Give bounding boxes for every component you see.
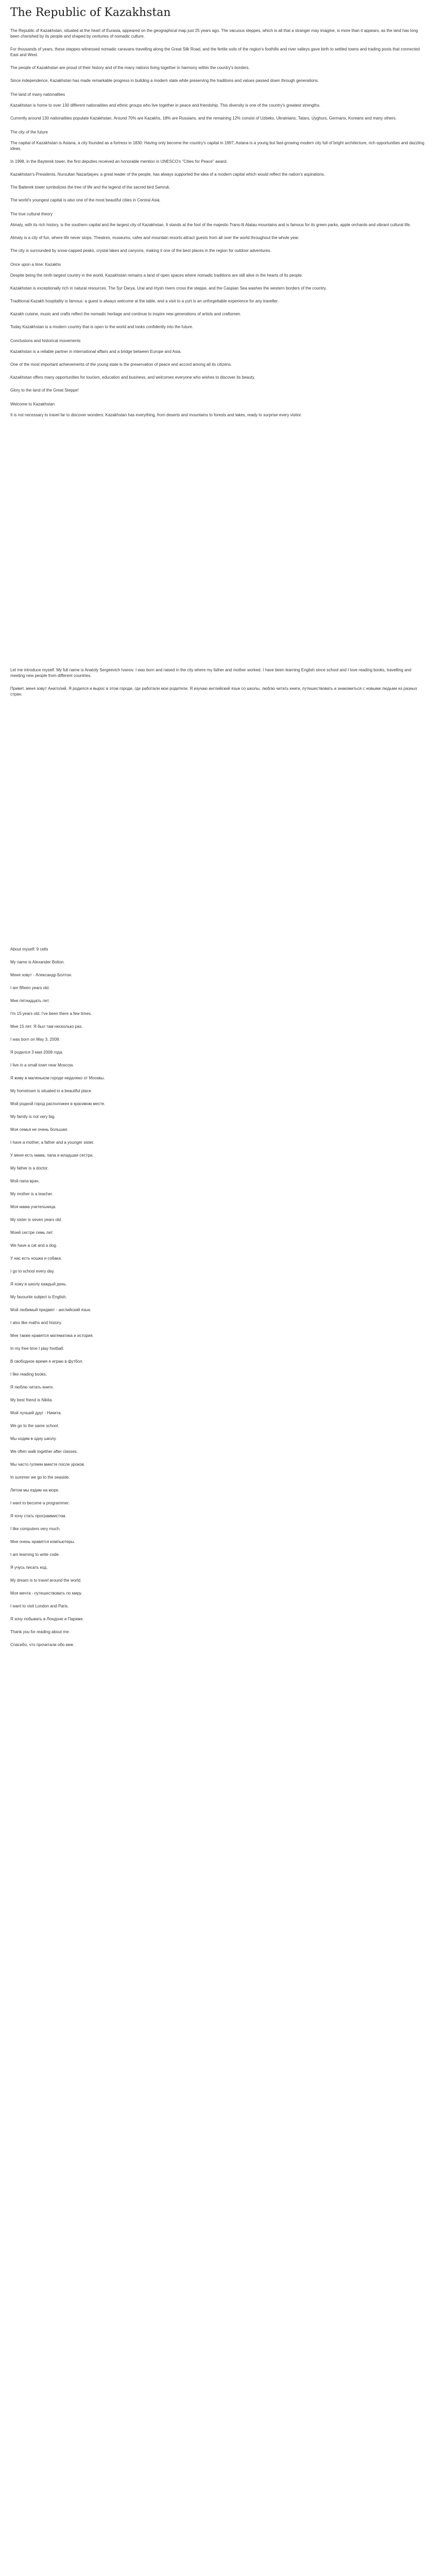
section-paragraph: Glory to the land of the Great Steppe! — [10, 388, 79, 393]
list-item: My mother is a teacher. — [10, 1192, 54, 1197]
list-item: My sister is seven years old. — [10, 1217, 62, 1223]
list-item: Я живу в маленьком городе недалеко от Москвы. — [10, 1076, 105, 1081]
section-paragraph: Despite being the ninth largest country in the world, Kazakhstan remains a land of open spaces where nomadic traditions are still alive in the hearts of its people. — [10, 273, 303, 278]
list-item: Мне также нравятся математика и история. — [10, 1333, 94, 1338]
section-heading: Welcome to Kazakhstan — [10, 402, 55, 407]
section-nationalities — [10, 92, 426, 121]
section-paragraph: The capital of Kazakhstan is Astana, a city founded as a fortress in 1830. Having only become the country's capital in 1997, Astana is a young but fast-growing modern city full of bright architecture, rich opportunities and dazzling ideas. — [10, 141, 425, 151]
list-item: Мне 15 лет. Я был там несколько раз. — [10, 1024, 83, 1029]
list-item: Thank you for reading about me. — [10, 1630, 70, 1635]
list-item: I like computers very much. — [10, 1527, 61, 1532]
section-kazakhs — [10, 262, 426, 330]
list-item: Я хожу в школу каждый день. — [10, 1282, 67, 1287]
section-conclusions — [10, 338, 426, 393]
section-heading: The city of the future — [10, 130, 48, 135]
section-heading: The true cultural theory — [10, 212, 53, 217]
section-paragraph: Kazakhstan is a reliable partner in international affairs and a bridge between Europe and Asia. — [10, 349, 182, 354]
list-item: My father is a doctor. — [10, 1166, 49, 1171]
section-city — [10, 129, 426, 203]
list-item: My family is not very big. — [10, 1114, 56, 1120]
list-item: Я хочу стать программистом. — [10, 1514, 66, 1519]
page-title: The Republic of Kazakhstan — [10, 6, 171, 19]
section-paragraph: Kazakhstan's Presidents, Nursultan Nazarbayev, a great leader of the people, has always supported the idea of a modern capital which would reflect the nation's aspirations. — [10, 172, 325, 177]
letter-paragraph: Let me introduce myself. My full name is Anatoly Sergeevich Ivanov. I was born and raised in the city where my father and mother worked. I have been learning English since school and I love reading books, travelling and meeting new people from different countries. — [10, 668, 411, 679]
list-item: My hometown is situated in a beautiful place. — [10, 1089, 93, 1094]
list-item: У меня есть мама, папа и младшая сестра. — [10, 1153, 94, 1158]
list-item: У нас есть кошка и собака. — [10, 1256, 62, 1261]
section-paragraph: Traditional Kazakh hospitality is famous: a guest is always welcome at the table, and a visit to a yurt is an unforgettable experience for any traveller. — [10, 299, 279, 304]
list-item: I live in a small town near Moscow. — [10, 1063, 74, 1068]
list-item: Мы ходим в одну школу. — [10, 1436, 57, 1442]
section-heading: The land of many nationalities — [10, 92, 65, 97]
section-paragraph: The city is surrounded by snow-capped peaks, crystal lakes and canyons, making it one of the best places in the region for outdoor adventures. — [10, 248, 271, 253]
list-item: I am fifteen years old. — [10, 986, 50, 991]
list-item: I like reading books. — [10, 1372, 47, 1377]
list-item: I was born on May 3, 2008. — [10, 1037, 60, 1042]
list-item: In my free time I play football. — [10, 1346, 64, 1351]
section-welcome — [10, 401, 426, 418]
intro-paragraph: The Republic of Kazakhstan, situated at the heart of Eurasia, appeared on the geographical map just 25 years ago. The vacuous steppes, which is all that a stranger may imagine, is more than it appears, as the land has long been cherished by its people and shaped by centuries of nomadic culture. — [10, 28, 418, 39]
list-item: I am learning to write code. — [10, 1552, 60, 1557]
section-culture — [10, 211, 426, 253]
list-item: In summer we go to the seaside. — [10, 1475, 70, 1480]
list-item: Я учусь писать код. — [10, 1565, 48, 1570]
list-item: Моя мечта - путешествовать по миру. — [10, 1591, 82, 1596]
list-item: Мой родной город расположен в красивом месте. — [10, 1101, 106, 1107]
list-item: We have a cat and a dog. — [10, 1243, 58, 1248]
blank-spacer — [10, 425, 426, 667]
section-paragraph: It is not necessary to travel far to discover wonders: Kazakhstan has everything, from deserts and mountains to forests and lakes, ready to surprise every visitor. — [10, 413, 302, 418]
phrase-list — [10, 946, 426, 1648]
list-item: Летом мы ездим на море. — [10, 1488, 60, 1493]
intro-section — [10, 28, 426, 83]
list-item: I have a mother, a father and a younger sister. — [10, 1140, 95, 1145]
list-item: My dream is to travel around the world. — [10, 1578, 82, 1583]
section-paragraph: Kazakhstan offers many opportunities for tourism, education and business, and welcomes everyone who wishes to discover its beauty. — [10, 375, 255, 380]
list-item: Моя мама учительница. — [10, 1205, 57, 1210]
list-item: Мой лучший друг - Никита. — [10, 1411, 62, 1416]
list-item: Мне очень нравятся компьютеры. — [10, 1539, 75, 1545]
list-item: Я родился 3 мая 2008 года. — [10, 1050, 63, 1055]
section-paragraph: Currently around 130 nationalities populate Kazakhstan. Around 70% are Kazakhs, 18% are Russians, and the remaining 12% consist of Uzbeks, Ukrainians, Tatars, Uyghurs, Germans, Koreans and many others. — [10, 116, 397, 121]
list-item: В свободное время я играю в футбол. — [10, 1359, 83, 1364]
blank-spacer — [10, 704, 426, 946]
list-item: I'm 15 years old. I've been there a few times. — [10, 1011, 92, 1016]
list-item: About myself: 9 cells — [10, 947, 48, 952]
section-paragraph: The Baiterek tower symbolizes the tree of life and the legend of the sacred bird Samruk. — [10, 185, 170, 190]
intro-paragraph: For thousands of years, these steppes witnessed nomadic caravans travelling along the Great Silk Road, and the fertile soils of the region's foothills and river valleys gave birth to settled towns and trading posts that connected East and West. — [10, 47, 420, 58]
list-item: Мой любимый предмет - английский язык. — [10, 1308, 92, 1313]
list-item: Мне пятнадцать лет. — [10, 998, 50, 1004]
section-paragraph: Kazakhstan is exceptionally rich in natural resources. The Syr Darya, Ural and Irtysh rivers cross the steppe, and the Caspian Sea washes the western borders of the country. — [10, 286, 327, 291]
intro-paragraph: The people of Kazakhstan are proud of their history and of the many nations living together in harmony within the country's borders. — [10, 65, 250, 71]
section-paragraph: In 1998, in the Bayterek tower, the first deputies received an honorable mention in UNESCO's "Cities for Peace" award. — [10, 159, 228, 164]
section-paragraph: The world's youngest capital is also one of the most beautiful cities in Central Asia. — [10, 198, 161, 203]
list-item: Мы часто гуляем вместе после уроков. — [10, 1462, 85, 1467]
intro-paragraph: Since independence, Kazakhstan has made remarkable progress in building a modern state while preserving the traditions and values passed down through generations. — [10, 78, 319, 83]
list-item: We go to the same school. — [10, 1423, 59, 1429]
list-item: My best friend is Nikita. — [10, 1398, 53, 1403]
list-item: Моя семья не очень большая. — [10, 1127, 68, 1132]
section-paragraph: Today Kazakhstan is a modern country that is open to the world and looks confidently into the future. — [10, 325, 194, 330]
letter-paragraph: Привет, меня зовут Анатолий. Я родился и вырос в этом городе, где работали мои родители. Я изучаю английский язык со школы, люблю читать книги, путешествовать и знакомиться с новыми людьми из разных стран. — [10, 686, 417, 697]
list-item: Я хочу побывать в Лондоне и Париже. — [10, 1617, 84, 1622]
section-paragraph: Almaty is a city of fun, where life never stops. Theatres, museums, cafes and mountain resorts attract guests from all over the world throughout the whole year. — [10, 235, 300, 241]
section-paragraph: Kazakh cuisine, music and crafts reflect the nomadic heritage and continue to inspire new generations of artists and craftsmen. — [10, 312, 241, 317]
list-item: Я люблю читать книги. — [10, 1385, 54, 1390]
section-heading: Conclusions and historical movements — [10, 338, 81, 344]
section-heading: Once upon a time: Kazakhs — [10, 262, 61, 267]
section-paragraph: One of the most important achievements of the young state is the preservation of peace and accord among all its citizens. — [10, 362, 232, 367]
list-item: I want to visit London and Paris. — [10, 1604, 69, 1609]
list-item: We often walk together after classes. — [10, 1449, 78, 1454]
list-item: I also like maths and history. — [10, 1320, 62, 1326]
list-item: My favourite subject is English. — [10, 1295, 67, 1300]
list-item: My name is Alexander Bolton. — [10, 960, 65, 965]
letters-section — [10, 667, 426, 697]
list-item: I want to become a programmer. — [10, 1501, 70, 1506]
list-item: Мой папа врач. — [10, 1179, 40, 1184]
list-item: Спасибо, что прочитали обо мне. — [10, 1642, 75, 1648]
section-paragraph: Almaty, with its rich history, is the southern capital and the largest city of Kazakhstan. It stands at the foot of the majestic Trans-Ili Alatau mountains and is famous for its green parks, apple orchards and vibrant cultural life. — [10, 223, 411, 228]
list-item: Моей сестре семь лет. — [10, 1230, 54, 1235]
list-item: Меня зовут - Александр Болтон. — [10, 973, 73, 978]
section-paragraph: Kazakhstan is home to over 130 different nationalities and ethnic groups who live together in peace and friendship. This diversity is one of the country's greatest strengths. — [10, 103, 321, 108]
list-item: I go to school every day. — [10, 1269, 55, 1274]
